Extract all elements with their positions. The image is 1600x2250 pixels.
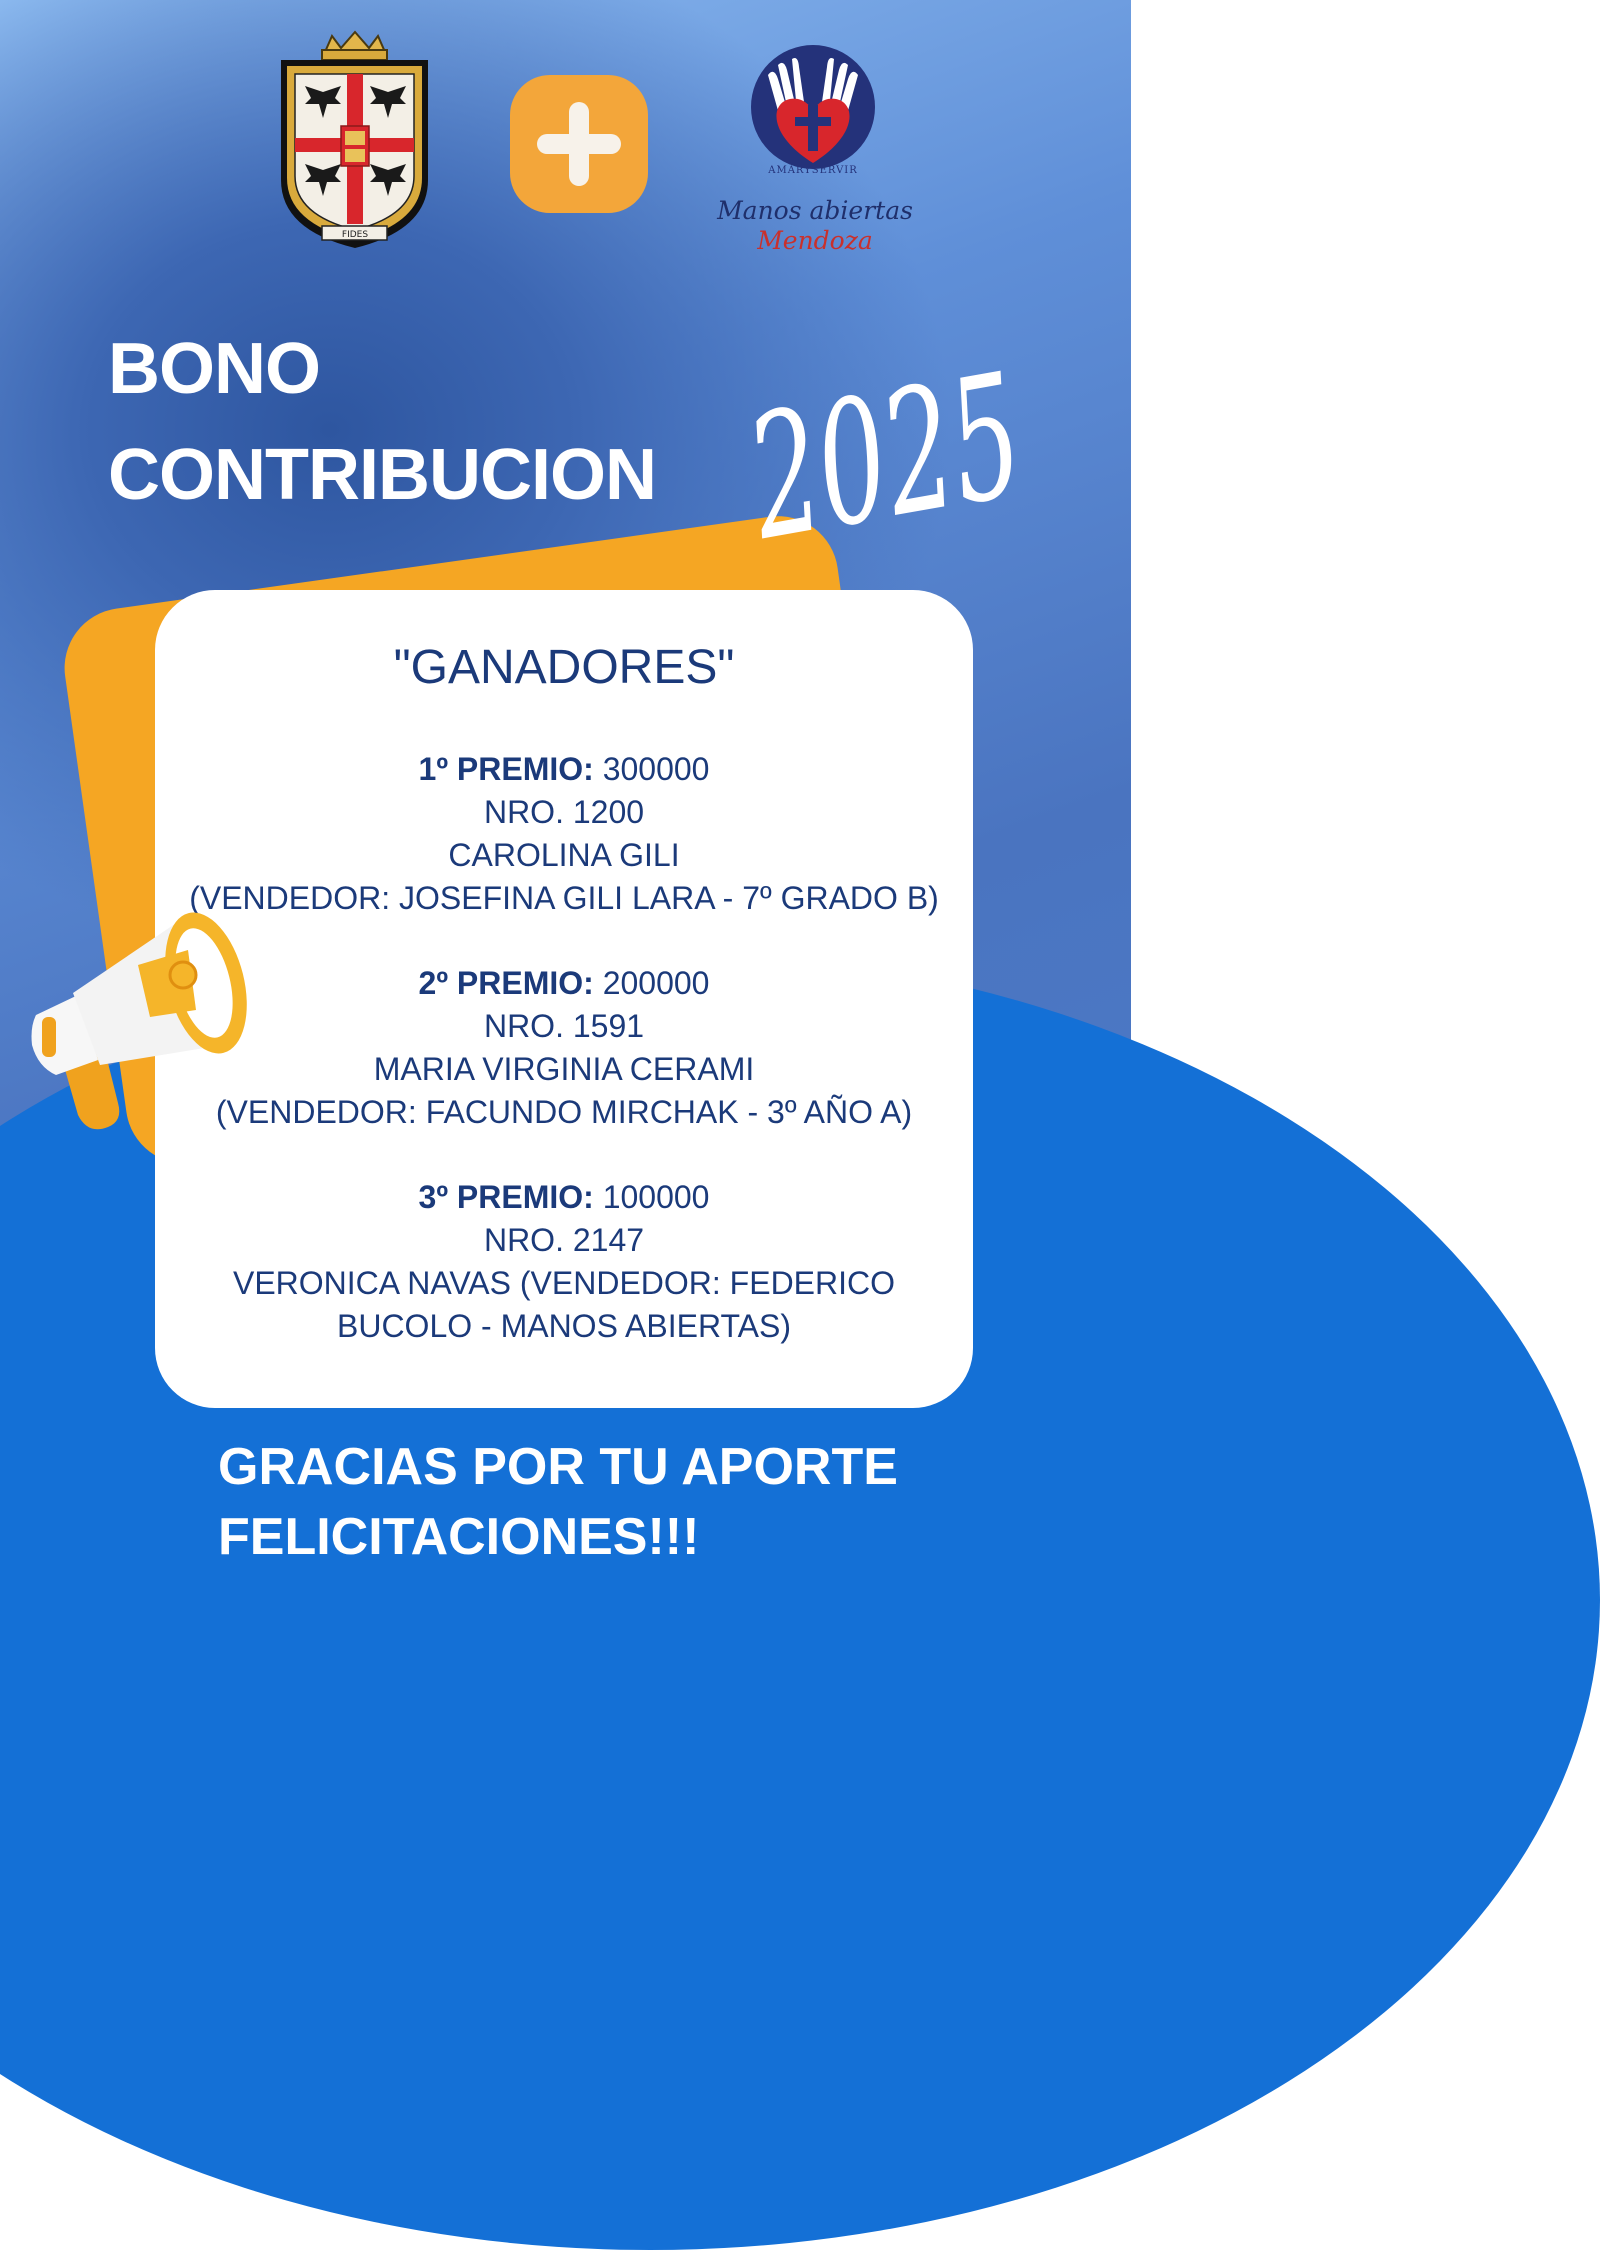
year-script xyxy=(735,308,1196,579)
prize-seller: (VENDEDOR: JOSEFINA GILI LARA - 7º GRADO B) xyxy=(189,880,939,916)
year-text: 2025 xyxy=(735,308,1196,579)
page-title xyxy=(108,316,656,528)
prize-amount: 200000 xyxy=(602,965,710,1001)
prize-seller: BUCOLO - MANOS ABIERTAS) xyxy=(336,1308,791,1344)
prize-number: NRO. 1591 xyxy=(483,1008,645,1044)
prize-winner: VERONICA NAVAS (VENDEDOR: FEDERICO xyxy=(232,1265,896,1301)
prize-number: NRO. 1200 xyxy=(483,794,645,830)
title-line2: CONTRIBUCION xyxy=(108,435,656,515)
footer-message xyxy=(218,1432,898,1572)
partner-slogan: AMARYSERVIR xyxy=(768,165,858,176)
partner-name-line2: Mendoza xyxy=(757,226,873,255)
winners-heading: "GANADORES" xyxy=(393,641,735,694)
partner-name xyxy=(690,196,940,256)
title-line1: BONO xyxy=(108,329,320,409)
prize-label: 3º PREMIO: xyxy=(418,1179,594,1215)
shield-motto: FIDES xyxy=(341,230,369,240)
footer-line2: FELICITACIONES!!! xyxy=(218,1508,700,1566)
prize-winner: CAROLINA GILI xyxy=(448,837,680,873)
plus-icon xyxy=(531,96,627,192)
prize-amount: 300000 xyxy=(602,751,710,787)
prize-winner: MARIA VIRGINIA CERAMI xyxy=(373,1051,755,1087)
plus-badge xyxy=(510,75,648,213)
prize-number: NRO. 2147 xyxy=(483,1222,645,1258)
prize-block-1 xyxy=(160,748,968,920)
prize-amount: 100000 xyxy=(602,1179,710,1215)
manos-abiertas-logo xyxy=(748,45,878,175)
prize-seller: (VENDEDOR: FACUNDO MIRCHAK - 3º AÑO A) xyxy=(215,1094,913,1130)
footer-line1: GRACIAS POR TU APORTE xyxy=(218,1438,898,1496)
prize-block-3 xyxy=(160,1176,968,1348)
prize-label: 2º PREMIO: xyxy=(418,965,594,1001)
partner-name-line1: Manos abiertas xyxy=(717,196,913,225)
school-shield-logo xyxy=(277,30,432,250)
prize-label: 1º PREMIO: xyxy=(418,751,594,787)
prize-block-2 xyxy=(160,962,968,1134)
megaphone-icon xyxy=(18,895,258,1145)
